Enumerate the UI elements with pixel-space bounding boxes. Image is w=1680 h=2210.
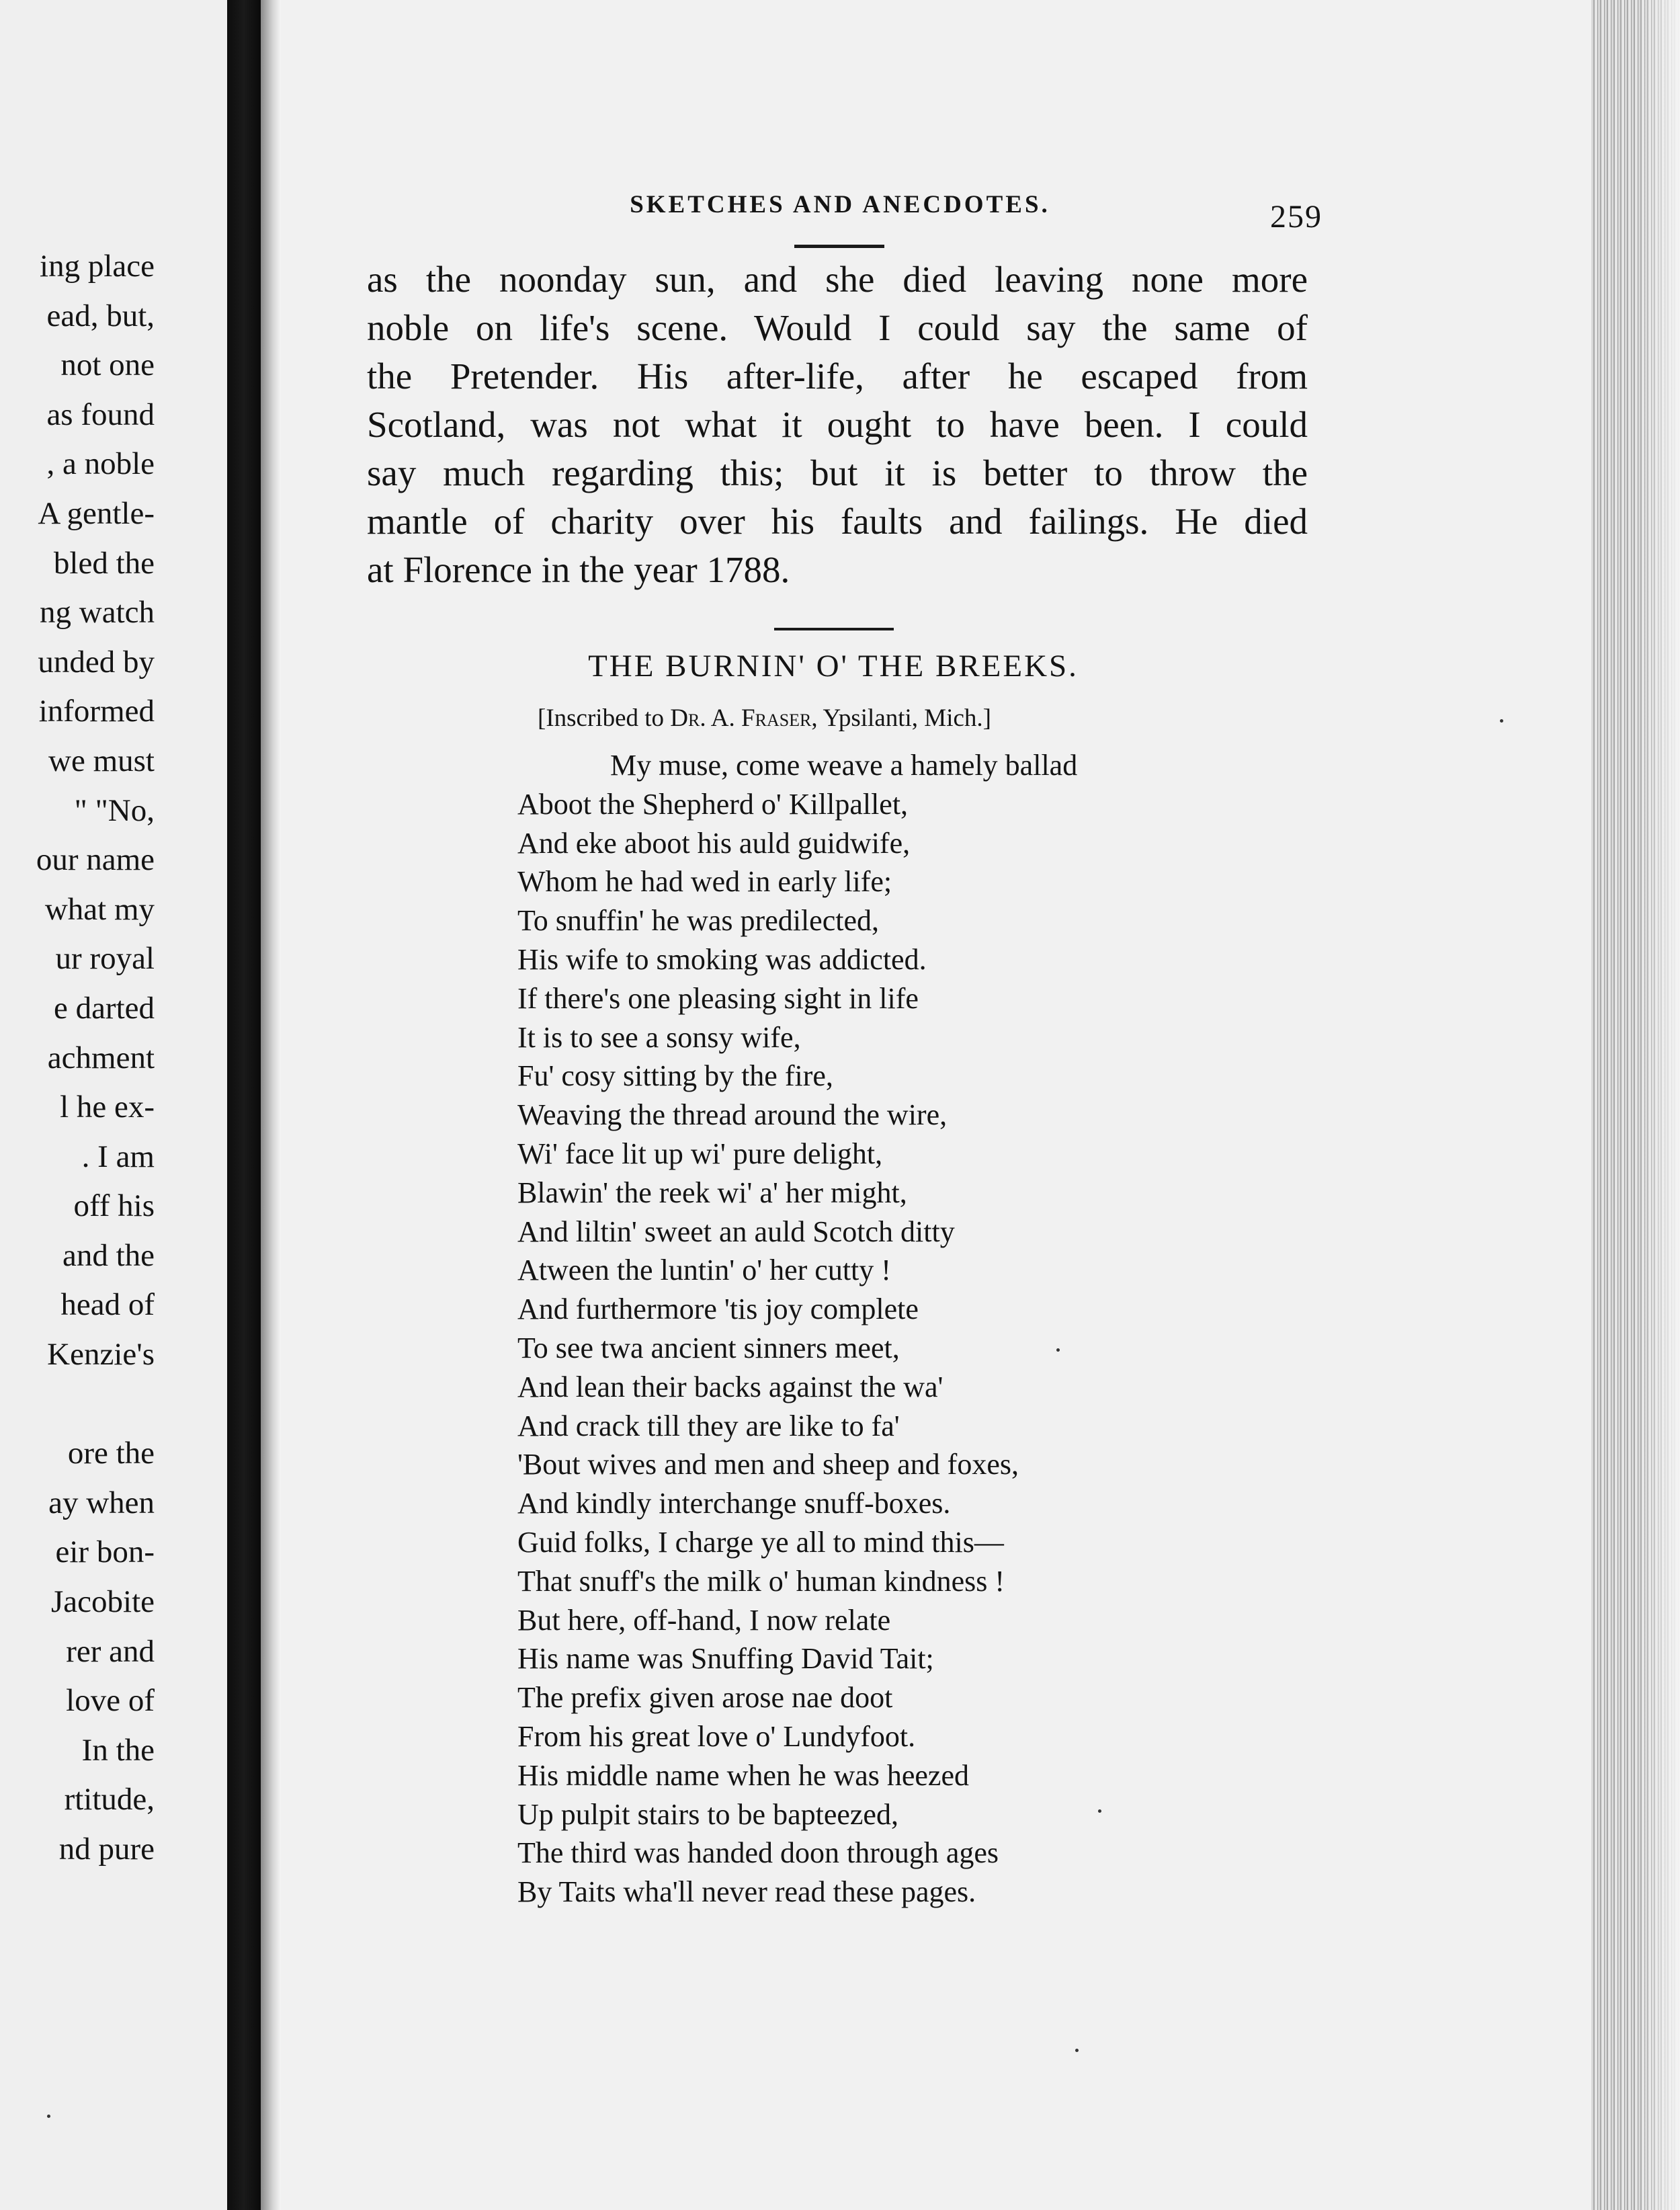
poem-line: His middle name when he was heezed [517,1758,969,1792]
left-page-line: informed [38,694,155,729]
left-page-line: rtitude, [64,1782,155,1817]
left-page-line: ay when [48,1485,155,1520]
left-page-line: Jacobite [51,1584,155,1620]
poem-body [517,746,1189,1912]
left-page-text [0,242,222,1875]
poem-line: Fu' cosy sitting by the fire, [517,1059,833,1093]
prose-line: say much regarding this; but it is better to throw the [367,452,1308,493]
poem-line: My muse, come weave a hamely ballad [610,749,1078,782]
page-number: 259 [1270,199,1322,235]
left-page-line: love of [66,1683,155,1719]
poem-line: Guid folks, I charge ye all to mind this— [517,1525,1004,1559]
poem-line: And liltin' sweet an auld Scotch ditty [517,1215,955,1248]
prose-line: the Pretender. His after-life, after he escaped from [367,356,1308,397]
left-page-line: In the [81,1732,155,1768]
poem-line: From his great love o' Lundyfoot. [517,1719,916,1753]
prose-line: as the noonday sun, and she died leaving none more [367,259,1308,300]
left-page-line: what my [44,891,155,927]
left-page-line: unded by [38,644,155,680]
poem-line: To snuffin' he was predilected, [517,904,879,938]
left-page-line: achment [47,1040,155,1075]
prose-line: Scotland, was not what it ought to have been. I could [367,404,1308,445]
left-page-line: nd pure [58,1832,155,1867]
poem-line: Weaving the thread around the wire, [517,1098,948,1132]
left-page-line: . I am [81,1139,155,1174]
poem-line: His wife to smoking was addicted. [517,942,927,976]
dedication-name: Dr. A. Fraser [670,704,812,732]
dedication-prefix: [Inscribed to [538,704,671,732]
book-gutter [227,0,261,2210]
poem-line: And furthermore 'tis joy complete [517,1293,919,1326]
left-page-line [0,1380,222,1430]
scan-speck [47,2115,50,2118]
poem-title: THE BURNIN' O' THE BREEKS. [588,649,1079,684]
section-divider [774,628,894,630]
left-page-line: and the [62,1237,155,1273]
scan-speck [1500,719,1503,723]
left-page-line: head of [60,1287,155,1323]
prose-line: at Florence in the year 1788. [367,549,790,590]
poem-line: 'Bout wives and men and sheep and foxes, [517,1448,1019,1481]
poem-line: And lean their backs against the wa' [517,1370,943,1403]
page-edges-fade [1640,0,1680,2210]
poem-line: Blawin' the reek wi' a' her might, [517,1176,907,1209]
left-page-line: " "No, [74,792,155,828]
left-page-line: ore the [67,1436,155,1471]
left-page [0,0,227,2210]
prose-paragraph [367,255,1308,594]
left-page-line: as found [46,397,155,432]
poem-dedication [538,704,1142,733]
left-page-line: l he ex- [60,1090,155,1125]
scan-speck [1075,2049,1079,2052]
poem-line: If there's one pleasing sight in life [517,981,919,1015]
poem-line: Up pulpit stairs to be bapteezed, [517,1797,898,1831]
running-head: SKETCHES AND ANECDOTES. [630,191,1050,218]
poem-line: By Taits wha'll never read these pages. [517,1875,976,1909]
poem-line: And crack till they are like to fa' [517,1409,900,1442]
left-page-line: ead, but, [46,298,155,333]
poem-line: Whom he had wed in early life; [517,865,892,899]
prose-line: mantle of charity over his faults and failings. He died [367,501,1308,542]
poem-line: Atween the luntin' o' her cutty ! [517,1254,891,1287]
poem-line: And eke aboot his auld guidwife, [517,826,911,860]
left-page-line: our name [36,842,155,878]
left-page-line: bled the [53,545,155,581]
left-page-line: ur royal [55,941,155,977]
poem-line: Aboot the Shepherd o' Killpallet, [517,787,909,821]
left-page-line: off his [73,1188,155,1224]
prose-line: noble on life's scene. Would I could say the same of [367,307,1308,348]
left-page-line: ing place [40,249,155,284]
left-page-line: , a noble [46,446,155,482]
left-page-line: e darted [53,990,155,1026]
left-page-line: rer and [66,1633,155,1669]
poem-line: And kindly interchange snuff-boxes. [517,1487,951,1520]
poem-line: His name was Snuffing David Tait; [517,1642,934,1676]
left-page-line: eir bon- [55,1534,155,1570]
left-page-line: A gentle- [38,495,155,531]
scan-speck [1056,1348,1060,1352]
poem-line: That snuff's the milk o' human kindness ! [517,1564,1005,1598]
left-page-line: ng watch [40,595,155,630]
poem-line: The prefix given arose nae doot [517,1681,893,1715]
header-rule [794,245,884,248]
left-page-line: we must [48,743,155,778]
poem-line: But here, off-hand, I now relate [517,1603,891,1637]
gutter-shadow [261,0,281,2210]
left-page-line: not one [60,347,155,383]
poem-line: It is to see a sonsy wife, [517,1020,801,1054]
poem-line: The third was handed doon through ages [517,1836,999,1870]
scan-speck [1098,1809,1101,1813]
poem-line: Wi' face lit up wi' pure delight, [517,1137,883,1170]
dedication-suffix: , Ypsilanti, Mich.] [811,704,991,732]
poem-line: To see twa ancient sinners meet, [517,1331,900,1364]
left-page-line: Kenzie's [47,1337,155,1373]
